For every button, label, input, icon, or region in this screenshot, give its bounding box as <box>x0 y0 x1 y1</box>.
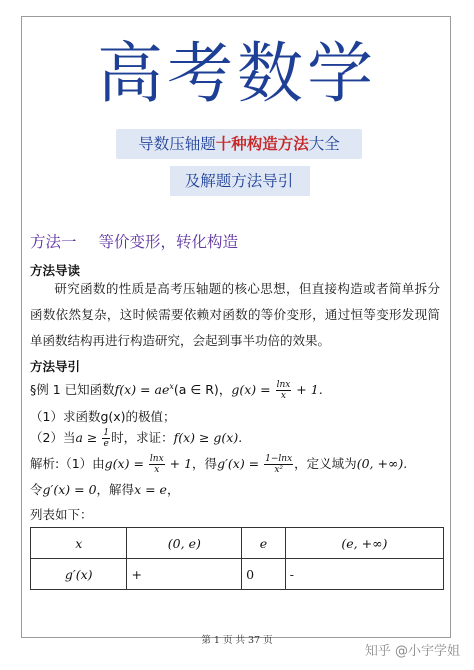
f-exponent: x <box>169 381 174 391</box>
solution-post: ，定义域为 <box>294 456 357 471</box>
q2-fraction <box>102 428 110 449</box>
table-header-cell: e <box>242 528 286 559</box>
g-suffix: + 1. <box>292 382 323 397</box>
table-header-cell: (e, +∞) <box>285 528 443 559</box>
g-fraction <box>276 380 292 401</box>
section-heading <box>30 230 238 252</box>
set-pre: 令 <box>30 482 43 497</box>
example-prefix: §例 1 已知函数 <box>30 382 115 397</box>
solution-g: g(x) = <box>104 456 148 471</box>
subtitle-highlight: 十种构造方法 <box>215 135 309 153</box>
solution-fraction-2 <box>264 454 293 475</box>
subtitle-banner <box>116 129 362 159</box>
solution-plus: + 1 <box>165 456 193 471</box>
main-title: 高考数学 <box>97 35 377 112</box>
question-1: （1）求函数g(x)的极值； <box>30 409 176 424</box>
solution-gprime: g′(x) = <box>217 456 264 471</box>
guide-paragraph <box>30 276 440 354</box>
table-row <box>31 559 444 590</box>
table-cell: 0 <box>242 559 286 590</box>
q2-inequality: f(x) ≥ g(x). <box>173 430 243 445</box>
guide-text: 研究函数的性质是高考压轴题的核心思想，但直接构造或者简单拆分函数依然复杂，这时候需要依赖对函数的等价变形，通过恒等变形发现简单函数结构再进行构造研究，会起到事半功倍的效果。 <box>30 281 440 348</box>
table-cell: - <box>285 559 443 590</box>
solution-num1: lnx <box>149 454 164 464</box>
q2-pre: （2）当 <box>30 430 76 445</box>
page-number: 第 1 页 共 37 页 <box>201 635 273 646</box>
table-header-row <box>31 528 444 559</box>
g-prefix: g(x) = <box>231 382 275 397</box>
section-name: 等价变形，转化构造 <box>98 233 239 251</box>
question-2 <box>30 428 242 449</box>
solution-mid: ，得 <box>192 456 218 471</box>
set-sol: x = e <box>134 482 167 497</box>
solution-den2: x² <box>274 465 283 475</box>
guide-label: 方法导读 <box>30 263 81 278</box>
solution-fraction-1 <box>149 454 165 475</box>
subtitle-post: 大全 <box>308 135 340 153</box>
solution-pre: 解析:（1）由 <box>30 456 105 471</box>
example-line: §例 1 已知函数$f(x) = ae^x(a$ ∈ R)，g(x) = $\frac{\ln x}{x}$ + 1. <box>30 380 323 401</box>
solution-line <box>30 454 407 475</box>
table-header-cell: x <box>31 528 127 559</box>
set-eq: g′(x) = 0 <box>42 482 97 497</box>
g-numerator: lnx <box>276 380 291 390</box>
intro-label: 方法导引 <box>30 359 81 374</box>
table-intro: 列表如下： <box>30 507 93 522</box>
f-condition: (a ∈ R) <box>173 382 219 397</box>
set-post: ， <box>166 482 180 497</box>
q2-numerator: 1 <box>103 428 110 438</box>
subtitle-line-2: 及解题方法导引 <box>184 172 294 190</box>
f-definition: f(x) = ae <box>114 382 170 397</box>
set-mid: ，解得 <box>96 482 135 497</box>
subtitle-pre: 导数压轴题 <box>138 135 216 153</box>
sign-table <box>30 527 444 590</box>
table-header-cell: (0, e) <box>127 528 242 559</box>
q2-denominator: e <box>103 439 109 449</box>
watermark: 知乎 @小宇学姐 <box>364 644 460 659</box>
set-zero-line <box>30 480 179 498</box>
solution-den1: x <box>154 465 160 475</box>
table-cell: + <box>127 559 242 590</box>
subtitle-banner-2 <box>116 166 362 196</box>
q2-a: a ≥ <box>75 430 102 445</box>
section-method: 方法一 <box>30 233 77 251</box>
solution-num2: 1−lnx <box>265 454 293 464</box>
table-cell: g′(x) <box>31 559 127 590</box>
solution-domain: (0, +∞). <box>356 456 408 471</box>
g-denominator: x <box>280 391 286 401</box>
q2-mid: 时，求证： <box>111 430 174 445</box>
